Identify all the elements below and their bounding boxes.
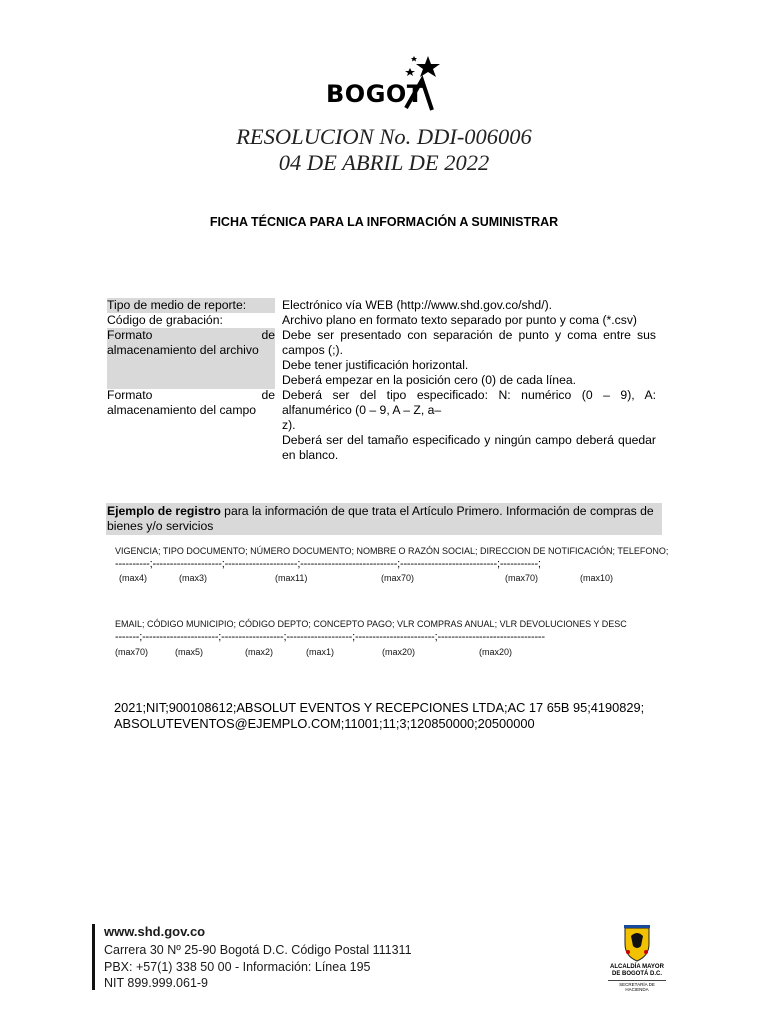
layout1-fields: VIGENCIA; TIPO DOCUMENTO; NÚMERO DOCUMENTO; NOMBRE O RAZÓN SOCIAL; DIRECCION DE NOTIFICACIÓN; TELEFONO; (115, 546, 669, 556)
spec-value-file-format (282, 328, 656, 388)
alcaldia-crest (608, 924, 666, 994)
logo-wordmark: BOGOT (326, 80, 424, 108)
spec-value-file-format-3: Deberá empezar en la posición cero (0) de cada línea. (282, 373, 577, 387)
footer-address: Carrera 30 Nº 25-90 Bogotá D.C. Código Postal 111311 (104, 943, 412, 957)
spec-label-field-format-line (107, 388, 275, 403)
spec-value-field-format-3: Deberá ser del tamaño especificado y ningún campo deberá quedar en blanco. (282, 433, 656, 462)
resolution-date: 04 DE ABRIL DE 2022 (278, 150, 490, 175)
layout2-fields: EMAIL; CÓDIGO MUNICIPIO; CÓDIGO DEPTO; CONCEPTO PAGO; VLR COMPRAS ANUAL; VLR DEVOLUCIONES Y DESC (115, 619, 627, 629)
spec-label-file-format (107, 328, 275, 389)
spec-value-field-format-2: z). (282, 418, 296, 432)
spec-label-field-format (107, 388, 275, 418)
spec-label-file-format-line (107, 328, 275, 343)
layout1-max-vigencia: (max4) (119, 573, 148, 583)
layout2-max-devoluciones: (max20) (479, 647, 513, 657)
layout1-dashes: ----------;--------------------;---------------------;----------------------------;----------------------------;-----------; (115, 558, 541, 570)
spec-label-file-format-word2: de (261, 328, 275, 342)
footer-nit: NIT 899.999.061-9 (104, 976, 209, 990)
spec-label-media-type: Tipo de medio de reporte: (107, 298, 275, 313)
spec-label-field-format-line2: almacenamiento del campo (107, 403, 257, 417)
coat-of-arms-icon (622, 924, 652, 962)
example-header-text: para la información de que trata el Artículo Primero. Información de compras de bienes y/o servicios (107, 504, 654, 533)
spec-value-field-format (282, 388, 656, 463)
example-header (106, 503, 662, 535)
layout1-max-tipo-doc: (max3) (179, 573, 208, 583)
layout1-max-direccion: (max70) (505, 573, 539, 583)
spec-label-field-format-word1: Formato (107, 388, 153, 402)
layout1-max-numero-doc: (max11) (275, 573, 308, 583)
layout1-max-nombre: (max70) (381, 573, 415, 583)
spec-label-recording-code: Código de grabación: (107, 313, 223, 327)
example-header-bold: Ejemplo de registro (107, 504, 221, 518)
layout2-max-concepto: (max1) (306, 647, 335, 657)
footer-phone: PBX: +57(1) 338 50 00 - Información: Línea 195 (104, 960, 371, 974)
bogota-logo (326, 54, 446, 116)
sample-record: 2021;NIT;900108612;ABSOLUT EVENTOS Y RECEPCIONES LTDA;AC 17 65B 95;4190829; ABSOLUTEVENTOS@EJEMPLO.COM;11001;11;3;120850000;20500000 (114, 700, 645, 731)
layout2-max-municipio: (max5) (175, 647, 204, 657)
spec-value-file-format-1: Debe ser presentado con separación de punto y coma entre sus campos (;). (282, 328, 656, 357)
spec-label-file-format-word1: Formato (107, 328, 153, 342)
spec-label-file-format-line2: almacenamiento del archivo (107, 343, 259, 357)
crest-line1: ALCALDÍA MAYOR (610, 964, 664, 970)
layout1-max-telefono: (max10) (580, 573, 614, 583)
spec-label-field-format-word2: de (261, 388, 275, 402)
spec-value-media-type: Electrónico vía WEB (http://www.shd.gov.co/shd/). (282, 298, 553, 312)
spec-value-recording-code: Archivo plano en formato texto separado por punto y coma (*.csv) (282, 313, 637, 327)
resolution-number: RESOLUCION No. DDI-006006 (236, 124, 532, 149)
footer-website: www.shd.gov.co (104, 924, 206, 939)
layout2-dashes: -------;----------------------;------------------;-------------------;-----------------------;------------------------------- (115, 631, 545, 643)
layout2-max-email: (max70) (115, 647, 149, 657)
crest-line2: DE BOGOTÁ D.C. (611, 971, 662, 977)
spec-value-field-format-1: Deberá ser del tipo especificado: N: numérico (0 – 9), A: alfanumérico (0 – 9, A – Z, a– (282, 388, 656, 417)
layout2-max-depto: (max2) (245, 647, 274, 657)
spec-value-file-format-2: Debe tener justificación horizontal. (282, 358, 469, 372)
crest-line3: SECRETARÍA DE HACIENDA (608, 980, 666, 992)
footer-divider (92, 924, 95, 990)
document-title: FICHA TÉCNICA PARA LA INFORMACIÓN A SUMINISTRAR (209, 215, 559, 229)
layout2-max-compras: (max20) (382, 647, 416, 657)
star-icon (402, 54, 446, 116)
